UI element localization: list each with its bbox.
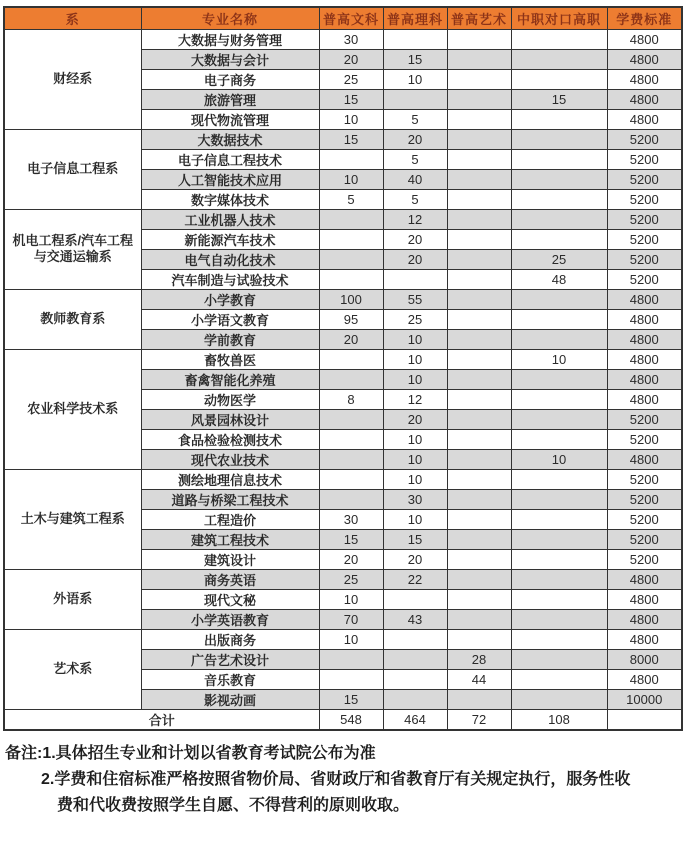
cell-arts (447, 49, 511, 69)
major-cell: 测绘地理信息技术 (141, 469, 319, 489)
cell-tuition: 5200 (607, 409, 682, 429)
dept-cell: 教师教育系 (4, 289, 141, 349)
cell-science (383, 669, 447, 689)
major-cell: 新能源汽车技术 (141, 229, 319, 249)
cell-science: 30 (383, 489, 447, 509)
cell-arts (447, 169, 511, 189)
col-header-vocational: 中职对口高职 (511, 7, 607, 29)
dept-cell: 外语系 (4, 569, 141, 629)
col-header-science: 普高理科 (383, 7, 447, 29)
major-cell: 电子信息工程技术 (141, 149, 319, 169)
cell-tuition: 4800 (607, 109, 682, 129)
cell-vocational (511, 509, 607, 529)
cell-vocational (511, 469, 607, 489)
col-header-arts: 普高艺术 (447, 7, 511, 29)
cell-liberal-arts (319, 249, 383, 269)
major-cell: 畜禽智能化养殖 (141, 369, 319, 389)
total-label-cell: 合计 (4, 709, 319, 730)
major-cell: 大数据与会计 (141, 49, 319, 69)
cell-science: 12 (383, 209, 447, 229)
dept-cell: 电子信息工程系 (4, 129, 141, 209)
major-cell: 现代物流管理 (141, 109, 319, 129)
cell-vocational (511, 69, 607, 89)
major-cell: 影视动画 (141, 689, 319, 709)
cell-liberal-arts: 8 (319, 389, 383, 409)
cell-tuition: 5200 (607, 429, 682, 449)
cell-science: 20 (383, 229, 447, 249)
cell-tuition: 4800 (607, 309, 682, 329)
note-line-1: 备注:1.具体招生专业和计划以省教育考试院公布为准 (5, 744, 376, 762)
cell-vocational (511, 389, 607, 409)
major-cell: 广告艺术设计 (141, 649, 319, 669)
cell-arts (447, 149, 511, 169)
cell-arts (447, 129, 511, 149)
major-cell: 风景园林设计 (141, 409, 319, 429)
cell-liberal-arts (319, 369, 383, 389)
cell-science: 43 (383, 609, 447, 629)
major-cell: 工程造价 (141, 509, 319, 529)
cell-science (383, 29, 447, 49)
cell-vocational: 48 (511, 269, 607, 289)
table-row (4, 29, 682, 49)
dept-cell: 农业科学技术系 (4, 349, 141, 469)
cell-tuition: 4800 (607, 49, 682, 69)
cell-vocational (511, 529, 607, 549)
cell-arts (447, 249, 511, 269)
major-cell: 出版商务 (141, 629, 319, 649)
cell-vocational (511, 409, 607, 429)
cell-arts (447, 29, 511, 49)
table-row (4, 289, 682, 309)
cell-science: 20 (383, 549, 447, 569)
cell-science: 5 (383, 189, 447, 209)
cell-science: 10 (383, 429, 447, 449)
cell-vocational: 10 (511, 449, 607, 469)
cell-vocational (511, 229, 607, 249)
cell-vocational (511, 149, 607, 169)
cell-liberal-arts (319, 349, 383, 369)
cell-liberal-arts: 10 (319, 109, 383, 129)
cell-science: 40 (383, 169, 447, 189)
note-line-3: 费和代收费按照学生自愿、不得营利的原则收取。 (57, 796, 410, 814)
cell-science: 10 (383, 469, 447, 489)
cell-science: 25 (383, 309, 447, 329)
cell-science (383, 89, 447, 109)
cell-liberal-arts: 20 (319, 329, 383, 349)
total-cell-tuition (607, 709, 682, 730)
table-row (4, 469, 682, 489)
cell-liberal-arts (319, 149, 383, 169)
cell-vocational (511, 289, 607, 309)
cell-vocational (511, 609, 607, 629)
major-cell: 小学教育 (141, 289, 319, 309)
cell-liberal-arts: 15 (319, 529, 383, 549)
cell-tuition: 5200 (607, 549, 682, 569)
cell-science (383, 629, 447, 649)
cell-science: 10 (383, 369, 447, 389)
cell-science (383, 649, 447, 669)
col-header-tuition: 学费标准 (607, 7, 682, 29)
major-cell: 工业机器人技术 (141, 209, 319, 229)
cell-vocational (511, 649, 607, 669)
cell-arts (447, 689, 511, 709)
dept-cell: 机电工程系/汽车工程与交通运输系 (4, 209, 141, 289)
cell-arts (447, 489, 511, 509)
cell-tuition: 4800 (607, 89, 682, 109)
cell-tuition: 5200 (607, 269, 682, 289)
cell-arts (447, 369, 511, 389)
total-cell-science: 464 (383, 709, 447, 730)
cell-tuition: 4800 (607, 569, 682, 589)
col-header-liberal-arts: 普高文科 (319, 7, 383, 29)
cell-liberal-arts: 15 (319, 129, 383, 149)
cell-tuition: 4800 (607, 329, 682, 349)
cell-liberal-arts: 70 (319, 609, 383, 629)
cell-arts (447, 349, 511, 369)
cell-science: 20 (383, 129, 447, 149)
major-cell: 现代农业技术 (141, 449, 319, 469)
cell-science: 12 (383, 389, 447, 409)
cell-arts (447, 189, 511, 209)
cell-liberal-arts: 15 (319, 689, 383, 709)
major-cell: 现代文秘 (141, 589, 319, 609)
cell-tuition: 4800 (607, 69, 682, 89)
major-cell: 大数据技术 (141, 129, 319, 149)
cell-arts (447, 469, 511, 489)
table-row (4, 129, 682, 149)
cell-science: 10 (383, 509, 447, 529)
total-cell-vocational: 108 (511, 709, 607, 730)
cell-tuition: 5200 (607, 249, 682, 269)
cell-liberal-arts: 95 (319, 309, 383, 329)
major-cell: 道路与桥梁工程技术 (141, 489, 319, 509)
cell-science: 20 (383, 249, 447, 269)
cell-liberal-arts (319, 229, 383, 249)
major-cell: 数字媒体技术 (141, 189, 319, 209)
cell-arts (447, 609, 511, 629)
major-cell: 食品检验检测技术 (141, 429, 319, 449)
cell-arts (447, 269, 511, 289)
major-cell: 小学语文教育 (141, 309, 319, 329)
cell-arts (447, 589, 511, 609)
cell-vocational (511, 189, 607, 209)
cell-tuition: 4800 (607, 389, 682, 409)
cell-vocational (511, 569, 607, 589)
cell-liberal-arts: 5 (319, 189, 383, 209)
cell-arts (447, 309, 511, 329)
cell-liberal-arts (319, 489, 383, 509)
cell-liberal-arts (319, 429, 383, 449)
cell-liberal-arts (319, 469, 383, 489)
major-cell: 大数据与财务管理 (141, 29, 319, 49)
major-cell: 人工智能技术应用 (141, 169, 319, 189)
total-cell-liberal-arts: 548 (319, 709, 383, 730)
major-cell: 畜牧兽医 (141, 349, 319, 369)
cell-vocational (511, 629, 607, 649)
cell-tuition: 5200 (607, 529, 682, 549)
major-cell: 音乐教育 (141, 669, 319, 689)
cell-vocational (511, 329, 607, 349)
note-line-2: 2.学费和住宿标准严格按照省物价局、省财政厅和省教育厅有关规定执行，服务性收 (41, 770, 631, 788)
dept-cell: 财经系 (4, 29, 141, 129)
cell-liberal-arts: 10 (319, 589, 383, 609)
cell-tuition: 5200 (607, 469, 682, 489)
total-row (4, 709, 682, 730)
total-cell-arts: 72 (447, 709, 511, 730)
cell-science (383, 269, 447, 289)
cell-science: 5 (383, 149, 447, 169)
cell-tuition: 4800 (607, 29, 682, 49)
cell-arts (447, 209, 511, 229)
cell-science: 10 (383, 69, 447, 89)
cell-liberal-arts: 15 (319, 89, 383, 109)
cell-liberal-arts: 30 (319, 509, 383, 529)
cell-liberal-arts: 30 (319, 29, 383, 49)
cell-arts (447, 289, 511, 309)
cell-vocational (511, 309, 607, 329)
cell-arts (447, 529, 511, 549)
cell-arts (447, 89, 511, 109)
cell-tuition: 5200 (607, 489, 682, 509)
major-cell: 小学英语教育 (141, 609, 319, 629)
cell-arts (447, 509, 511, 529)
header-row (4, 7, 682, 29)
cell-tuition: 10000 (607, 689, 682, 709)
cell-liberal-arts (319, 669, 383, 689)
admission-plan-table (3, 6, 683, 731)
dept-cell: 艺术系 (4, 629, 141, 709)
cell-tuition: 5200 (607, 169, 682, 189)
cell-vocational: 25 (511, 249, 607, 269)
cell-science: 15 (383, 529, 447, 549)
cell-science (383, 589, 447, 609)
cell-vocational (511, 209, 607, 229)
major-cell: 汽车制造与试验技术 (141, 269, 319, 289)
dept-cell: 土木与建筑工程系 (4, 469, 141, 569)
cell-arts (447, 109, 511, 129)
cell-liberal-arts (319, 409, 383, 429)
cell-liberal-arts (319, 649, 383, 669)
cell-science: 22 (383, 569, 447, 589)
cell-liberal-arts: 20 (319, 549, 383, 569)
cell-vocational (511, 429, 607, 449)
table-body (4, 29, 682, 730)
cell-science: 20 (383, 409, 447, 429)
cell-tuition: 4800 (607, 629, 682, 649)
cell-arts: 44 (447, 669, 511, 689)
cell-liberal-arts: 20 (319, 49, 383, 69)
cell-vocational (511, 589, 607, 609)
cell-tuition: 4800 (607, 369, 682, 389)
cell-arts (447, 549, 511, 569)
major-cell: 建筑设计 (141, 549, 319, 569)
major-cell: 建筑工程技术 (141, 529, 319, 549)
cell-science: 10 (383, 349, 447, 369)
cell-science: 10 (383, 449, 447, 469)
cell-tuition: 4800 (607, 669, 682, 689)
cell-liberal-arts (319, 269, 383, 289)
cell-vocational (511, 109, 607, 129)
table-row (4, 569, 682, 589)
cell-vocational (511, 489, 607, 509)
cell-tuition: 5200 (607, 189, 682, 209)
table-row (4, 209, 682, 229)
cell-liberal-arts (319, 449, 383, 469)
cell-tuition: 4800 (607, 289, 682, 309)
cell-arts (447, 569, 511, 589)
major-cell: 动物医学 (141, 389, 319, 409)
cell-science: 55 (383, 289, 447, 309)
notes (3, 741, 681, 819)
cell-vocational (511, 29, 607, 49)
cell-vocational (511, 689, 607, 709)
cell-tuition: 5200 (607, 209, 682, 229)
cell-vocational (511, 169, 607, 189)
cell-tuition: 4800 (607, 349, 682, 369)
major-cell: 电子商务 (141, 69, 319, 89)
table-row (4, 349, 682, 369)
cell-vocational (511, 369, 607, 389)
cell-arts (447, 329, 511, 349)
cell-arts (447, 629, 511, 649)
cell-arts (447, 229, 511, 249)
major-cell: 旅游管理 (141, 89, 319, 109)
col-header-major: 专业名称 (141, 7, 319, 29)
cell-tuition: 4800 (607, 609, 682, 629)
cell-liberal-arts: 25 (319, 569, 383, 589)
cell-tuition: 5200 (607, 509, 682, 529)
cell-tuition: 5200 (607, 129, 682, 149)
cell-liberal-arts: 100 (319, 289, 383, 309)
table-row (4, 629, 682, 649)
cell-liberal-arts: 25 (319, 69, 383, 89)
major-cell: 商务英语 (141, 569, 319, 589)
cell-tuition: 5200 (607, 229, 682, 249)
cell-vocational: 15 (511, 89, 607, 109)
cell-arts (447, 429, 511, 449)
cell-arts: 28 (447, 649, 511, 669)
cell-tuition: 5200 (607, 149, 682, 169)
cell-vocational (511, 49, 607, 69)
cell-tuition: 8000 (607, 649, 682, 669)
cell-arts (447, 389, 511, 409)
cell-arts (447, 409, 511, 429)
cell-liberal-arts (319, 209, 383, 229)
cell-science: 10 (383, 329, 447, 349)
cell-vocational (511, 129, 607, 149)
cell-vocational (511, 549, 607, 569)
major-cell: 学前教育 (141, 329, 319, 349)
cell-arts (447, 449, 511, 469)
cell-science: 15 (383, 49, 447, 69)
cell-arts (447, 69, 511, 89)
cell-tuition: 4800 (607, 449, 682, 469)
cell-liberal-arts: 10 (319, 169, 383, 189)
cell-vocational (511, 669, 607, 689)
major-cell: 电气自动化技术 (141, 249, 319, 269)
cell-liberal-arts: 10 (319, 629, 383, 649)
cell-science: 5 (383, 109, 447, 129)
cell-vocational: 10 (511, 349, 607, 369)
cell-science (383, 689, 447, 709)
cell-tuition: 4800 (607, 589, 682, 609)
col-header-department: 系 (4, 7, 141, 29)
